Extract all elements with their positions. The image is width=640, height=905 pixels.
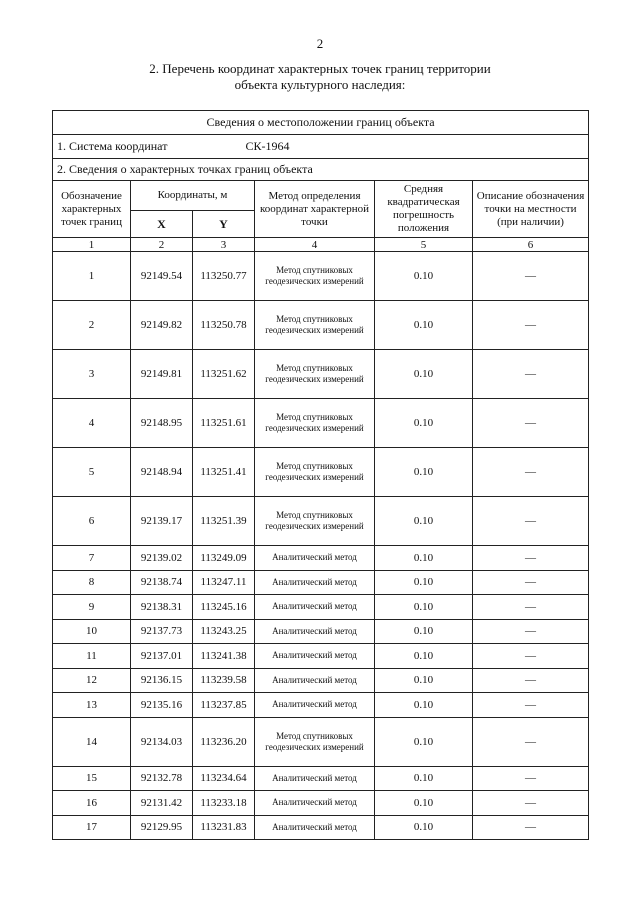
- x-coordinate: 92149.54: [131, 252, 193, 301]
- column-number: 4: [255, 238, 375, 252]
- column-number: 6: [473, 238, 589, 252]
- header-description: Описание обозначения точки на местности (при наличии): [473, 181, 589, 238]
- description: —: [473, 252, 589, 301]
- header-x: X: [131, 211, 193, 238]
- y-coordinate: 113251.39: [193, 497, 255, 546]
- table-row: [53, 619, 589, 644]
- description: —: [473, 570, 589, 595]
- y-coordinate: 113243.25: [193, 619, 255, 644]
- method: Метод спутниковых геодезических измерений: [255, 717, 375, 766]
- point-number: 11: [53, 644, 131, 669]
- header-method: Метод определения координат характерной точки: [255, 181, 375, 238]
- header-coordinates: Координаты, м: [131, 181, 255, 211]
- table-row: [53, 595, 589, 620]
- point-number: 10: [53, 619, 131, 644]
- table-row: [53, 399, 589, 448]
- point-number: 9: [53, 595, 131, 620]
- y-coordinate: 113251.62: [193, 350, 255, 399]
- x-coordinate: 92137.73: [131, 619, 193, 644]
- description: —: [473, 350, 589, 399]
- mean-square-error: 0.10: [375, 619, 473, 644]
- table-row: [53, 448, 589, 497]
- header-y: Y: [193, 211, 255, 238]
- table-row: [53, 497, 589, 546]
- description: —: [473, 399, 589, 448]
- y-coordinate: 113236.20: [193, 717, 255, 766]
- description: —: [473, 497, 589, 546]
- table-row: [53, 252, 589, 301]
- point-number: 15: [53, 766, 131, 791]
- y-coordinate: 113251.61: [193, 399, 255, 448]
- y-coordinate: 113231.83: [193, 815, 255, 840]
- header-error: Средняя квадратическая погрешность положения: [375, 181, 473, 238]
- description: —: [473, 668, 589, 693]
- section-header: Сведения о местоположении границ объекта: [53, 111, 589, 135]
- point-number: 4: [53, 399, 131, 448]
- method: Аналитический метод: [255, 595, 375, 620]
- point-number: 8: [53, 570, 131, 595]
- mean-square-error: 0.10: [375, 668, 473, 693]
- description: —: [473, 693, 589, 718]
- point-number: 12: [53, 668, 131, 693]
- description: —: [473, 619, 589, 644]
- title-line-2: объекта культурного наследия:: [234, 77, 406, 92]
- title-line-1: 2. Перечень координат характерных точек границ территории: [149, 61, 491, 76]
- mean-square-error: 0.10: [375, 766, 473, 791]
- method: Метод спутниковых геодезических измерений: [255, 350, 375, 399]
- mean-square-error: 0.10: [375, 399, 473, 448]
- point-number: 14: [53, 717, 131, 766]
- coordinate-system-label: 1. Система координат: [57, 139, 168, 153]
- method: Аналитический метод: [255, 546, 375, 571]
- point-number: 3: [53, 350, 131, 399]
- y-coordinate: 113247.11: [193, 570, 255, 595]
- table-row: [53, 570, 589, 595]
- description: —: [473, 595, 589, 620]
- point-number: 7: [53, 546, 131, 571]
- method: Аналитический метод: [255, 766, 375, 791]
- method: Аналитический метод: [255, 693, 375, 718]
- x-coordinate: 92149.81: [131, 350, 193, 399]
- y-coordinate: 113241.38: [193, 644, 255, 669]
- x-coordinate: 92148.94: [131, 448, 193, 497]
- description: —: [473, 301, 589, 350]
- method: Метод спутниковых геодезических измерений: [255, 448, 375, 497]
- x-coordinate: 92138.74: [131, 570, 193, 595]
- x-coordinate: 92139.02: [131, 546, 193, 571]
- description: —: [473, 448, 589, 497]
- mean-square-error: 0.10: [375, 644, 473, 669]
- y-coordinate: 113233.18: [193, 791, 255, 816]
- x-coordinate: 92131.42: [131, 791, 193, 816]
- point-number: 6: [53, 497, 131, 546]
- x-coordinate: 92138.31: [131, 595, 193, 620]
- mean-square-error: 0.10: [375, 717, 473, 766]
- x-coordinate: 92134.03: [131, 717, 193, 766]
- method: Аналитический метод: [255, 570, 375, 595]
- method: Аналитический метод: [255, 815, 375, 840]
- method: Аналитический метод: [255, 644, 375, 669]
- table-row: [53, 766, 589, 791]
- table-row: [53, 301, 589, 350]
- column-number: 5: [375, 238, 473, 252]
- x-coordinate: 92129.95: [131, 815, 193, 840]
- y-coordinate: 113234.64: [193, 766, 255, 791]
- x-coordinate: 92135.16: [131, 693, 193, 718]
- y-coordinate: 113250.78: [193, 301, 255, 350]
- description: —: [473, 815, 589, 840]
- header-designation: Обозначение характерных точек границ: [53, 181, 131, 238]
- x-coordinate: 92139.17: [131, 497, 193, 546]
- table-row: [53, 693, 589, 718]
- point-number: 5: [53, 448, 131, 497]
- document-title: [0, 61, 640, 93]
- y-coordinate: 113237.85: [193, 693, 255, 718]
- page-number: 2: [316, 36, 324, 51]
- method: Метод спутниковых геодезических измерений: [255, 252, 375, 301]
- method: Метод спутниковых геодезических измерений: [255, 497, 375, 546]
- points-header: 2. Сведения о характерных точках границ объекта: [53, 159, 589, 181]
- mean-square-error: 0.10: [375, 791, 473, 816]
- method: Метод спутниковых геодезических измерений: [255, 399, 375, 448]
- column-number: 3: [193, 238, 255, 252]
- y-coordinate: 113239.58: [193, 668, 255, 693]
- table-row: [53, 791, 589, 816]
- description: —: [473, 791, 589, 816]
- coordinates-table: [52, 110, 589, 840]
- y-coordinate: 113251.41: [193, 448, 255, 497]
- mean-square-error: 0.10: [375, 497, 473, 546]
- coordinate-system-value: СК-1964: [245, 139, 290, 153]
- coordinate-system-row: [53, 135, 589, 159]
- table-row: [53, 815, 589, 840]
- table-row: [53, 546, 589, 571]
- description: —: [473, 766, 589, 791]
- description: —: [473, 644, 589, 669]
- mean-square-error: 0.10: [375, 693, 473, 718]
- x-coordinate: 92149.82: [131, 301, 193, 350]
- method: Аналитический метод: [255, 791, 375, 816]
- description: —: [473, 717, 589, 766]
- mean-square-error: 0.10: [375, 301, 473, 350]
- mean-square-error: 0.10: [375, 546, 473, 571]
- point-number: 13: [53, 693, 131, 718]
- method: Аналитический метод: [255, 668, 375, 693]
- table-row: [53, 644, 589, 669]
- y-coordinate: 113245.16: [193, 595, 255, 620]
- x-coordinate: 92132.78: [131, 766, 193, 791]
- table-row: [53, 350, 589, 399]
- mean-square-error: 0.10: [375, 815, 473, 840]
- column-number: 1: [53, 238, 131, 252]
- method: Аналитический метод: [255, 619, 375, 644]
- y-coordinate: 113249.09: [193, 546, 255, 571]
- x-coordinate: 92148.95: [131, 399, 193, 448]
- point-number: 1: [53, 252, 131, 301]
- method: Метод спутниковых геодезических измерений: [255, 301, 375, 350]
- point-number: 17: [53, 815, 131, 840]
- table-row: [53, 717, 589, 766]
- y-coordinate: 113250.77: [193, 252, 255, 301]
- mean-square-error: 0.10: [375, 350, 473, 399]
- table-row: [53, 668, 589, 693]
- x-coordinate: 92137.01: [131, 644, 193, 669]
- mean-square-error: 0.10: [375, 448, 473, 497]
- point-number: 2: [53, 301, 131, 350]
- x-coordinate: 92136.15: [131, 668, 193, 693]
- mean-square-error: 0.10: [375, 595, 473, 620]
- column-number: 2: [131, 238, 193, 252]
- description: —: [473, 546, 589, 571]
- point-number: 16: [53, 791, 131, 816]
- mean-square-error: 0.10: [375, 252, 473, 301]
- mean-square-error: 0.10: [375, 570, 473, 595]
